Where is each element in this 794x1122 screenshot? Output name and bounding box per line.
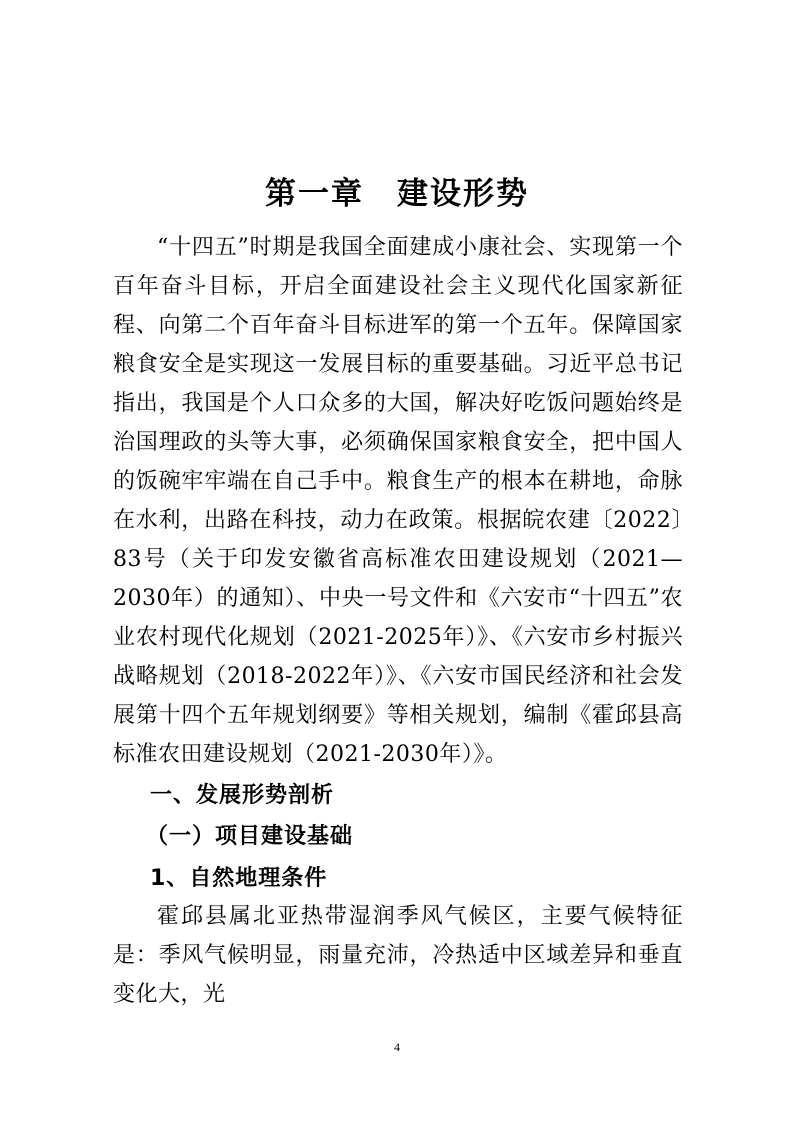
chapter-title: 第一章 建设形势 — [265, 176, 529, 212]
climate-paragraph: 霍邱县属北亚热带湿润季风气候区，主要气候特征是：季风气候明显，雨量充沛，冷热适中区域差异和垂直变化大，光 — [113, 904, 683, 1007]
intro-paragraph: “十四五”时期是我国全面建成小康社会、实现第一个百年奋斗目标，开启全面建设社会主义现代化国家新征程、向第二个百年奋斗目标进军的第一个五年。保障国家粮食安全是实现这一发展目标的重要基础。习近平总书记指出，我国是个人口众多的大国，解决好吃饭问题始终是治国理政的头等大事，必须确保国家粮食安全，把中国人的饭碗牢牢端在自己手中。粮食生产的根本在耕地，命脉在水利，出路在科技，动力在政策。根据皖农建〔2022〕83号（关于印发安徽省高标准农田建设规划（2021—2030年）的通知）、中央一号文件和《六安市“十四五”农业农村现代化规划（2021-2025年）》、《六安市乡村振兴战略规划（2018-2022年）》、《六安市国民经济和社会发展第十四个五年规划纲要》等相关规划，编制《霍邱县高标准农田建设规划（2021-2030年）》。 — [113, 235, 683, 767]
section-heading-development-analysis: 一、发展形势剖析 — [150, 783, 335, 808]
subsection-heading-project-foundation: （一）项目建设基础 — [146, 824, 354, 849]
item-heading-natural-geography: 1、自然地理条件 — [150, 866, 328, 891]
page-number: 4 — [394, 1040, 400, 1054]
